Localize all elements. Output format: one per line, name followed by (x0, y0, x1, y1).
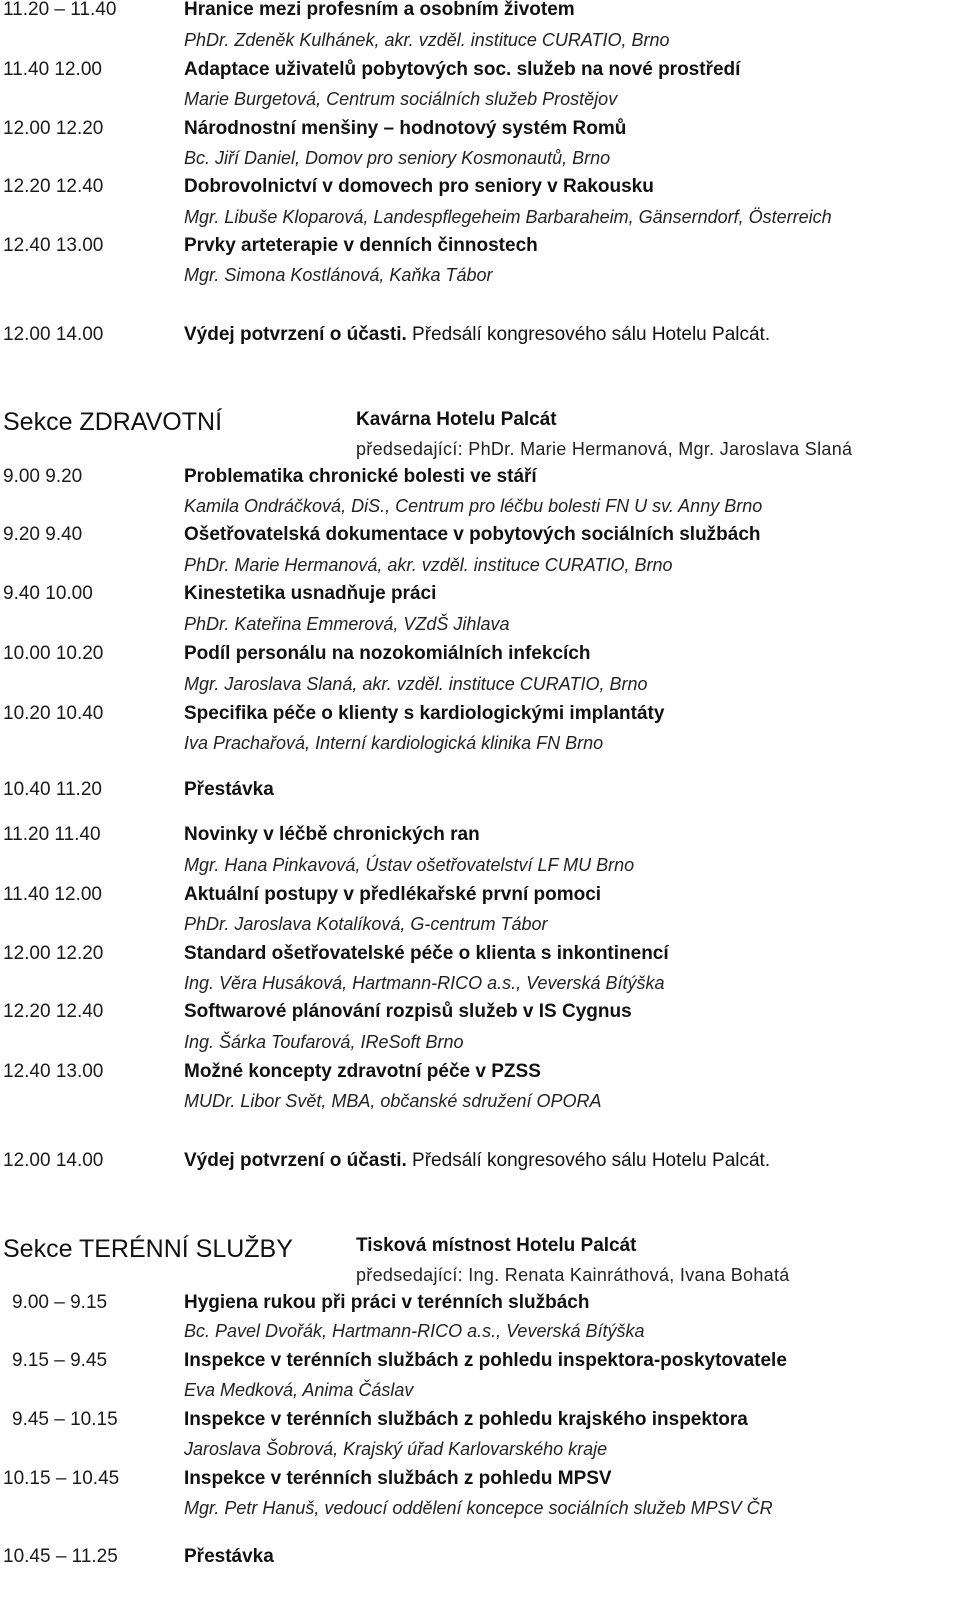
session-title: Adaptace uživatelů pobytových soc. služeb na nové prostředí (184, 59, 741, 80)
session-row (0, 1057, 960, 1087)
session-time: 9.00 9.20 (3, 466, 83, 487)
session-speaker: Eva Medková, Anima Čáslav (184, 1380, 414, 1400)
certificate-title (184, 320, 770, 350)
session-speaker: Mgr. Hana Pinkavová, Ústav ošetřovatelství LF MU Brno (184, 855, 635, 875)
section-heading-zdravotni: Sekce ZDRAVOTNÍ (3, 408, 223, 436)
session-time: 9.45 – 10.15 (12, 1409, 118, 1430)
session-time: 12.00 12.20 (3, 118, 104, 139)
session-title: Kinestetika usnadňuje práci (184, 583, 437, 604)
session-speaker: Ing. Věra Husáková, Hartmann-RICO a.s., Veverská Bítýška (184, 973, 665, 993)
session-speaker: Mgr. Libuše Kloparová, Landespflegeheim Barbaraheim, Gänserndorf, Österreich (184, 207, 832, 227)
session-time: 10.15 – 10.45 (3, 1468, 120, 1489)
session-title: Aktuální postupy v předlékařské první pomoci (184, 884, 602, 905)
session-speaker: PhDr. Zdeněk Kulhánek, akr. vzděl. instituce CURATIO, Brno (184, 30, 670, 50)
section-room: Kavárna Hotelu Palcát (356, 409, 557, 430)
section-chair: předsedající: PhDr. Marie Hermanová, Mgr. Jaroslava Slaná (356, 439, 853, 459)
session-speaker: Mgr. Simona Kostlánová, Kaňka Tábor (184, 265, 493, 285)
session-row (0, 0, 960, 25)
session-time: 9.40 10.00 (3, 583, 93, 604)
session-time: 12.40 13.00 (3, 235, 104, 256)
session-title: Inspekce v terénních službách z pohledu MPSV (184, 1468, 612, 1489)
session-row (0, 1346, 960, 1376)
break-title: Přestávka (184, 779, 274, 800)
session-row (0, 231, 960, 261)
certificate-row (0, 320, 960, 350)
session-row (0, 579, 960, 609)
session-speaker: Jaroslava Šobrová, Krajský úřad Karlovarského kraje (184, 1439, 608, 1459)
certificate-row (0, 1146, 960, 1176)
session-time: 12.20 12.40 (3, 1001, 104, 1022)
session-time: 11.20 11.40 (3, 824, 101, 845)
break-row (0, 1542, 960, 1572)
session-row (0, 639, 960, 669)
session-speaker: PhDr. Jaroslava Kotalíková, G-centrum Tábor (184, 914, 548, 934)
session-row (0, 520, 960, 550)
session-title: Inspekce v terénních službách z pohledu krajského inspektora (184, 1409, 748, 1430)
session-title: Podíl personálu na nozokomiálních infekcích (184, 643, 591, 664)
certificate-time: 12.00 14.00 (3, 324, 104, 345)
session-time: 12.20 12.40 (3, 176, 104, 197)
session-title: Hygiena rukou při práci v terénních službách (184, 1292, 590, 1313)
break-row (0, 775, 960, 805)
session-speaker: Ing. Šárka Toufarová, IReSoft Brno (184, 1032, 464, 1052)
session-title: Novinky v léčbě chronických ran (184, 824, 480, 845)
session-speaker: Bc. Pavel Dvořák, Hartmann-RICO a.s., Veverská Bítýška (184, 1321, 645, 1341)
session-title: Problematika chronické bolesti ve stáří (184, 466, 537, 487)
session-time: 10.20 10.40 (3, 703, 104, 724)
session-speaker: Iva Prachařová, Interní kardiologická klinika FN Brno (184, 733, 604, 753)
session-time: 11.40 12.00 (3, 884, 102, 905)
session-row (0, 997, 960, 1027)
session-row (0, 699, 960, 729)
session-title: Možné koncepty zdravotní péče v PZSS (184, 1061, 541, 1082)
session-time: 12.00 12.20 (3, 943, 104, 964)
session-title: Softwarové plánování rozpisů služeb v IS Cygnus (184, 1001, 632, 1022)
certificate-location: Předsálí kongresového sálu Hotelu Palcát. (406, 324, 771, 345)
break-time: 10.40 11.20 (3, 779, 102, 800)
break-title: Přestávka (184, 1546, 274, 1567)
session-time: 9.15 – 9.45 (12, 1350, 108, 1371)
session-row (0, 1464, 960, 1494)
session-speaker: Mgr. Petr Hanuš, vedoucí oddělení koncepce sociálních služeb MPSV ČR (184, 1498, 773, 1518)
section-chair: předsedající: Ing. Renata Kainráthová, Ivana Bohatá (356, 1265, 790, 1285)
certificate-title-bold: Výdej potvrzení o účasti. (184, 324, 407, 345)
session-speaker: Bc. Jiří Daniel, Domov pro seniory Kosmonautů, Brno (184, 148, 611, 168)
session-title: Specifika péče o klienty s kardiologickými implantáty (184, 703, 665, 724)
section-heading-terenni: Sekce TERÉNNÍ SLUŽBY (3, 1235, 293, 1263)
session-title: Národnostní menšiny – hodnotový systém Romů (184, 118, 627, 139)
session-row (0, 462, 960, 492)
certificate-title (184, 1146, 770, 1176)
session-speaker: Kamila Ondráčková, DiS., Centrum pro léčbu bolesti FN U sv. Anny Brno (184, 496, 763, 516)
session-row (0, 1288, 960, 1318)
session-time: 12.40 13.00 (3, 1061, 104, 1082)
session-speaker: Marie Burgetová, Centrum sociálních služeb Prostějov (184, 89, 618, 109)
break-time: 10.45 – 11.25 (3, 1546, 118, 1567)
certificate-title-bold: Výdej potvrzení o účasti. (184, 1150, 407, 1171)
session-time: 11.40 12.00 (3, 59, 102, 80)
session-row (0, 1405, 960, 1435)
session-time: 9.20 9.40 (3, 524, 83, 545)
session-row (0, 820, 960, 850)
session-row (0, 172, 960, 202)
session-title: Prvky arteterapie v denních činnostech (184, 235, 538, 256)
session-speaker: PhDr. Kateřina Emmerová, VZdŠ Jihlava (184, 614, 510, 634)
section-room: Tisková místnost Hotelu Palcát (356, 1235, 637, 1256)
certificate-location: Předsálí kongresového sálu Hotelu Palcát. (406, 1150, 771, 1171)
session-time: 11.20 – 11.40 (3, 0, 117, 20)
session-row (0, 939, 960, 969)
session-row (0, 55, 960, 85)
session-title: Ošetřovatelská dokumentace v pobytových sociálních službách (184, 524, 761, 545)
session-speaker: MUDr. Libor Svět, MBA, občanské sdružení OPORA (184, 1091, 602, 1111)
session-title: Inspekce v terénních službách z pohledu inspektora-poskytovatele (184, 1350, 787, 1371)
session-time: 10.00 10.20 (3, 643, 104, 664)
session-title: Hranice mezi profesním a osobním životem (184, 0, 575, 20)
session-title: Standard ošetřovatelské péče o klienta s inkontinencí (184, 943, 669, 964)
session-row (0, 880, 960, 910)
session-speaker: PhDr. Marie Hermanová, akr. vzděl. instituce CURATIO, Brno (184, 555, 673, 575)
session-speaker: Mgr. Jaroslava Slaná, akr. vzděl. instituce CURATIO, Brno (184, 674, 648, 694)
session-title: Dobrovolnictví v domovech pro seniory v Rakousku (184, 176, 654, 197)
session-time: 9.00 – 9.15 (12, 1292, 108, 1313)
session-row (0, 114, 960, 144)
certificate-time: 12.00 14.00 (3, 1150, 104, 1171)
